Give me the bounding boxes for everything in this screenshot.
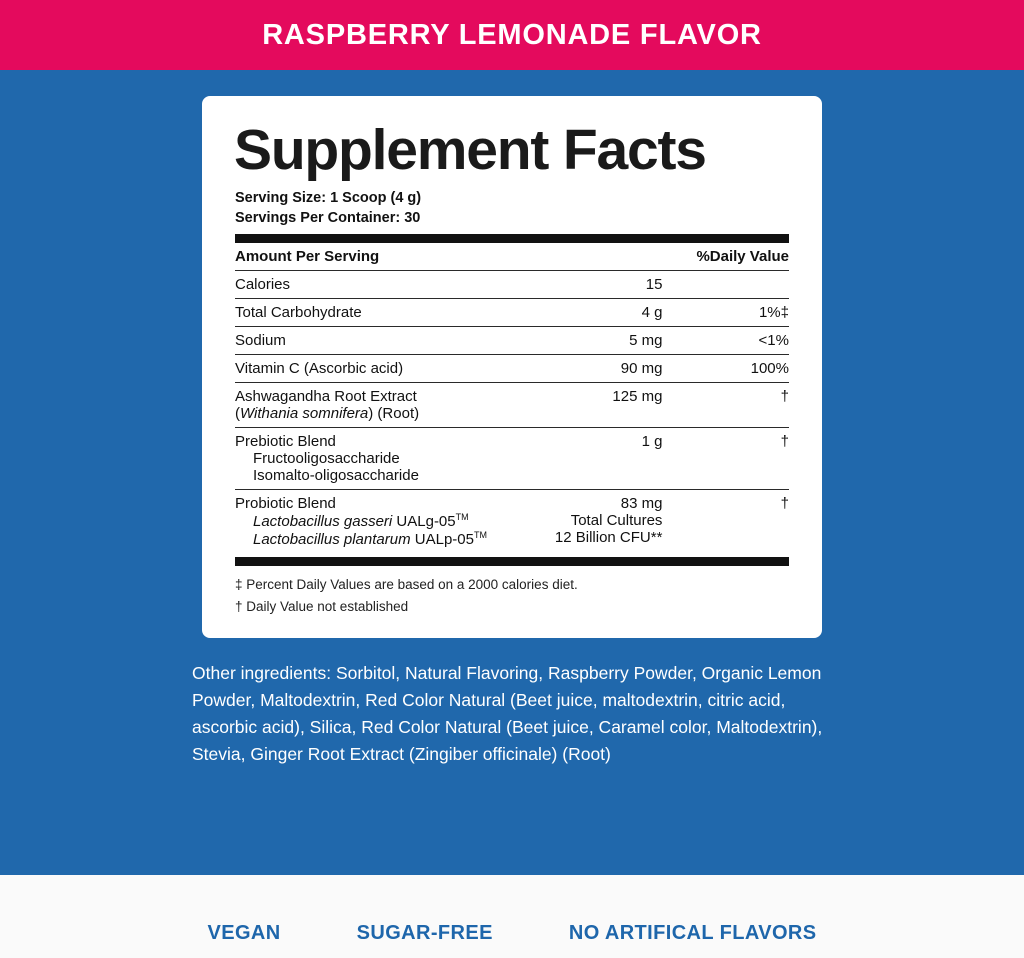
row-amount: 90 mg <box>530 355 696 383</box>
badge-no-artifical-flavors: NO ARTIFICAL FLAVORS <box>568 922 817 944</box>
probiotic-amount: 83 mg <box>620 495 663 513</box>
table-row <box>235 299 789 327</box>
supplement-facts-panel <box>202 96 822 638</box>
ashwagandha-source-prefix: ( <box>235 405 240 423</box>
supplement-facts-title: Supplement Facts <box>234 118 706 182</box>
ashwagandha-source-italic: Withania somnifera <box>240 405 369 423</box>
row-name: Sodium <box>235 327 530 355</box>
row-name: Vitamin C (Ascorbic acid) <box>235 355 530 383</box>
badge-sugar-free: SUGAR-FREE <box>356 922 493 944</box>
row-daily-value <box>696 271 789 299</box>
divider-thick-bottom <box>235 557 789 566</box>
feature-badges <box>0 875 1024 958</box>
row-daily-value: 100% <box>696 355 789 383</box>
flavor-title: RASPBERRY LEMONADE FLAVOR <box>262 18 762 51</box>
row-daily-value: † <box>780 495 789 513</box>
prebiotic-item: Isomalto-oligosaccharide <box>253 467 419 485</box>
probiotic-strain-code: UALp-05 <box>410 531 474 549</box>
probiotic-strain-species: Lactobacillus plantarum <box>253 531 411 549</box>
row-amount: 125 mg <box>530 383 696 428</box>
table-row-probiotic <box>235 490 789 554</box>
serving-size: Serving Size: 1 Scoop (4 g) <box>235 190 422 206</box>
trademark-symbol: TM <box>455 512 469 523</box>
row-daily-value: 1%‡ <box>696 299 789 327</box>
table-row <box>235 355 789 383</box>
row-amount <box>530 490 696 554</box>
header-amount-per-serving: Amount Per Serving <box>235 243 530 271</box>
header-daily-value: %Daily Value <box>696 243 789 271</box>
row-name <box>235 383 530 428</box>
table-row <box>235 327 789 355</box>
row-amount: 1 g <box>530 428 696 490</box>
row-amount: 15 <box>530 271 696 299</box>
table-row-ashwagandha <box>235 383 789 428</box>
probiotic-strain <box>235 512 530 530</box>
divider-thick-top <box>235 234 789 243</box>
footnote-daily-values: ‡ Percent Daily Values are based on a 2000 calories diet. <box>235 577 578 593</box>
row-daily-value: † <box>696 428 789 490</box>
prebiotic-item: Fructooligosaccharide <box>253 450 400 468</box>
probiotic-name: Probiotic Blend <box>235 495 336 513</box>
row-name: Total Carbohydrate <box>235 299 530 327</box>
supplement-facts-table <box>235 243 789 553</box>
header-amount-spacer <box>530 243 696 271</box>
probiotic-amount-line2: Total Cultures <box>570 512 663 530</box>
row-name: Calories <box>235 271 530 299</box>
ashwagandha-name: Ashwagandha Root Extract <box>235 388 417 406</box>
table-row <box>235 271 789 299</box>
badge-vegan: VEGAN <box>207 922 281 944</box>
probiotic-strain-species: Lactobacillus gasseri <box>253 513 393 531</box>
ashwagandha-source-suffix: ) (Root) <box>368 405 420 423</box>
table-header-row <box>235 243 789 271</box>
table-row-prebiotic <box>235 428 789 490</box>
label-body <box>0 70 1024 875</box>
probiotic-strain <box>235 530 530 548</box>
trademark-symbol: TM <box>473 530 487 541</box>
probiotic-strain-code: UALg-05 <box>392 513 456 531</box>
flavor-banner <box>0 0 1024 70</box>
row-daily-value: <1% <box>696 327 789 355</box>
row-name <box>235 490 530 554</box>
footnote-no-daily-value: † Daily Value not established <box>235 598 409 614</box>
row-name <box>235 428 530 490</box>
row-daily-value: † <box>696 383 789 428</box>
probiotic-amount-line3: 12 Billion CFU** <box>554 529 663 547</box>
row-amount: 4 g <box>530 299 696 327</box>
prebiotic-name: Prebiotic Blend <box>235 433 336 451</box>
other-ingredients: Other ingredients: Sorbitol, Natural Flavoring, Raspberry Powder, Organic Lemon Powder, Maltodextrin, Red Color Natural (Beet juice, maltodextrin, citric acid, ascorbic acid), Silica, Red Color Natural (Beet juice, Caramel color, Maltodextrin), Stevia, Ginger Root Extract (Zingiber officinale) (Root) <box>192 663 823 765</box>
row-amount: 5 mg <box>530 327 696 355</box>
servings-per-container: Servings Per Container: 30 <box>235 209 421 226</box>
